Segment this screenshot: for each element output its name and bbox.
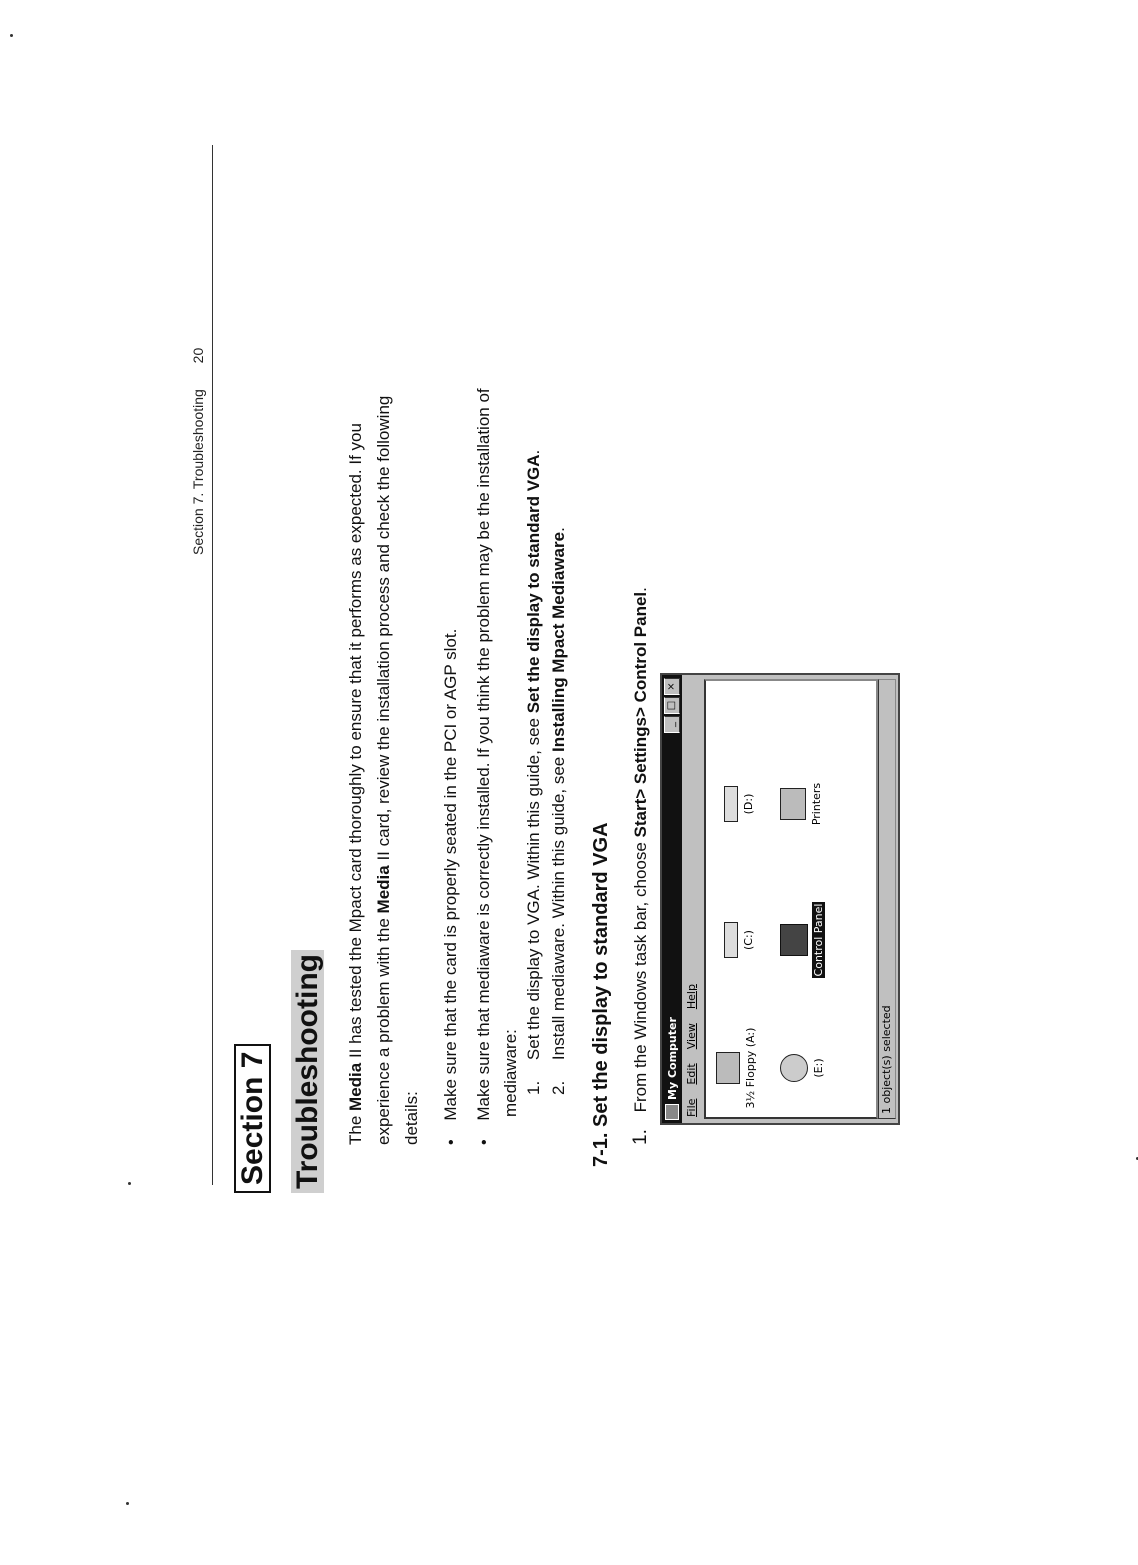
step-path: Start> Settings> Control Panel (631, 591, 650, 838)
header-rule (212, 145, 213, 1185)
hard-drive-icon (724, 922, 738, 958)
floppy-drive-icon (716, 1052, 740, 1084)
running-title: Section 7. Troubleshooting (190, 389, 206, 555)
menu-file[interactable]: File (684, 1098, 698, 1117)
intro-text: The (346, 1110, 365, 1145)
product-name: Media (346, 1062, 365, 1111)
drive-floppy[interactable] (716, 1023, 757, 1113)
window-statusbar: 1 object(s) selected (878, 679, 896, 1119)
step-number: 1. (630, 1129, 651, 1145)
bullet-item (470, 388, 499, 1145)
item-link-text: Installing Mpact Mediaware (549, 531, 568, 753)
numbered-item (545, 527, 573, 1095)
menu-help[interactable]: Help (684, 984, 698, 1010)
drive-c[interactable] (716, 895, 755, 985)
running-header (190, 348, 206, 555)
drive-d[interactable] (716, 759, 755, 849)
section-label: Section 7 (234, 1044, 271, 1193)
menu-edit[interactable]: Edit (684, 1063, 698, 1085)
window-title: My Computer (665, 1017, 679, 1100)
maximize-button[interactable]: □ (664, 697, 680, 714)
bullet-text: Make sure that mediaware is correctly installed. If you think the problem may be the installation of (474, 388, 493, 1121)
hard-drive-icon (724, 786, 738, 822)
step-item (627, 587, 655, 1145)
window-titlebar[interactable] (662, 675, 682, 1123)
intro-text: experience a problem with the (374, 913, 393, 1145)
intro-text: details: (402, 1091, 421, 1145)
drive-label: (D:) (742, 793, 755, 815)
drive-label: Control Panel (812, 903, 825, 977)
section-title-box (290, 950, 326, 1193)
drive-label: 3½ Floppy (A:) (744, 1027, 757, 1109)
printer-icon (780, 788, 806, 820)
window-menubar (682, 675, 700, 1123)
menu-view[interactable]: View (684, 1023, 698, 1050)
item-text: Set the display to VGA. Within this guide, see (524, 713, 543, 1061)
my-computer-window (660, 673, 900, 1125)
intro-text: II has tested the Mpact card thoroughly to ensure that it performs as expected. If you (346, 423, 365, 1063)
drive-label: Printers (810, 782, 823, 826)
section-label-box (235, 1044, 271, 1193)
item-number: 1. (524, 1080, 543, 1095)
drive-label: (C:) (742, 930, 755, 950)
step-text: From the Windows task bar, choose (631, 837, 650, 1113)
numbered-item (520, 450, 548, 1095)
scan-speck (128, 1182, 131, 1185)
drive-e[interactable] (780, 1023, 825, 1113)
item-text: . (549, 527, 568, 532)
item-number: 2. (549, 1080, 568, 1095)
section-title: Troubleshooting (291, 950, 324, 1193)
intro-text: II card, review the installation process and check the following (374, 395, 393, 866)
step-text: . (631, 587, 650, 592)
bullet-marker: • (443, 1139, 460, 1145)
control-panel-folder[interactable] (780, 895, 825, 985)
item-text: . (524, 449, 543, 455)
cd-drive-icon (780, 1054, 808, 1082)
scan-speck (10, 34, 13, 37)
bullet-item (437, 629, 466, 1145)
page-number: 20 (190, 347, 206, 364)
computer-icon (665, 1104, 679, 1120)
scan-speck (126, 1502, 129, 1505)
subsection-title: 7-1. Set the display to standard VGA (590, 822, 612, 1167)
control-panel-icon (780, 924, 808, 956)
intro-paragraph (342, 396, 426, 1145)
item-link-text: Set the display to standard VGA (524, 454, 543, 714)
printers-folder[interactable] (780, 759, 823, 849)
close-button[interactable]: × (664, 678, 680, 695)
bullet-text: mediaware: (501, 1029, 520, 1117)
minimize-button[interactable]: _ (664, 716, 680, 733)
product-name: Media (374, 865, 393, 914)
item-text: Install mediaware. Within this guide, see (549, 752, 568, 1061)
window-client-area (704, 679, 878, 1119)
drive-label: (E:) (812, 1058, 825, 1078)
bullet-marker: • (476, 1139, 493, 1145)
bullet-text: Make sure that the card is properly seated in the PCI or AGP slot. (441, 628, 460, 1121)
